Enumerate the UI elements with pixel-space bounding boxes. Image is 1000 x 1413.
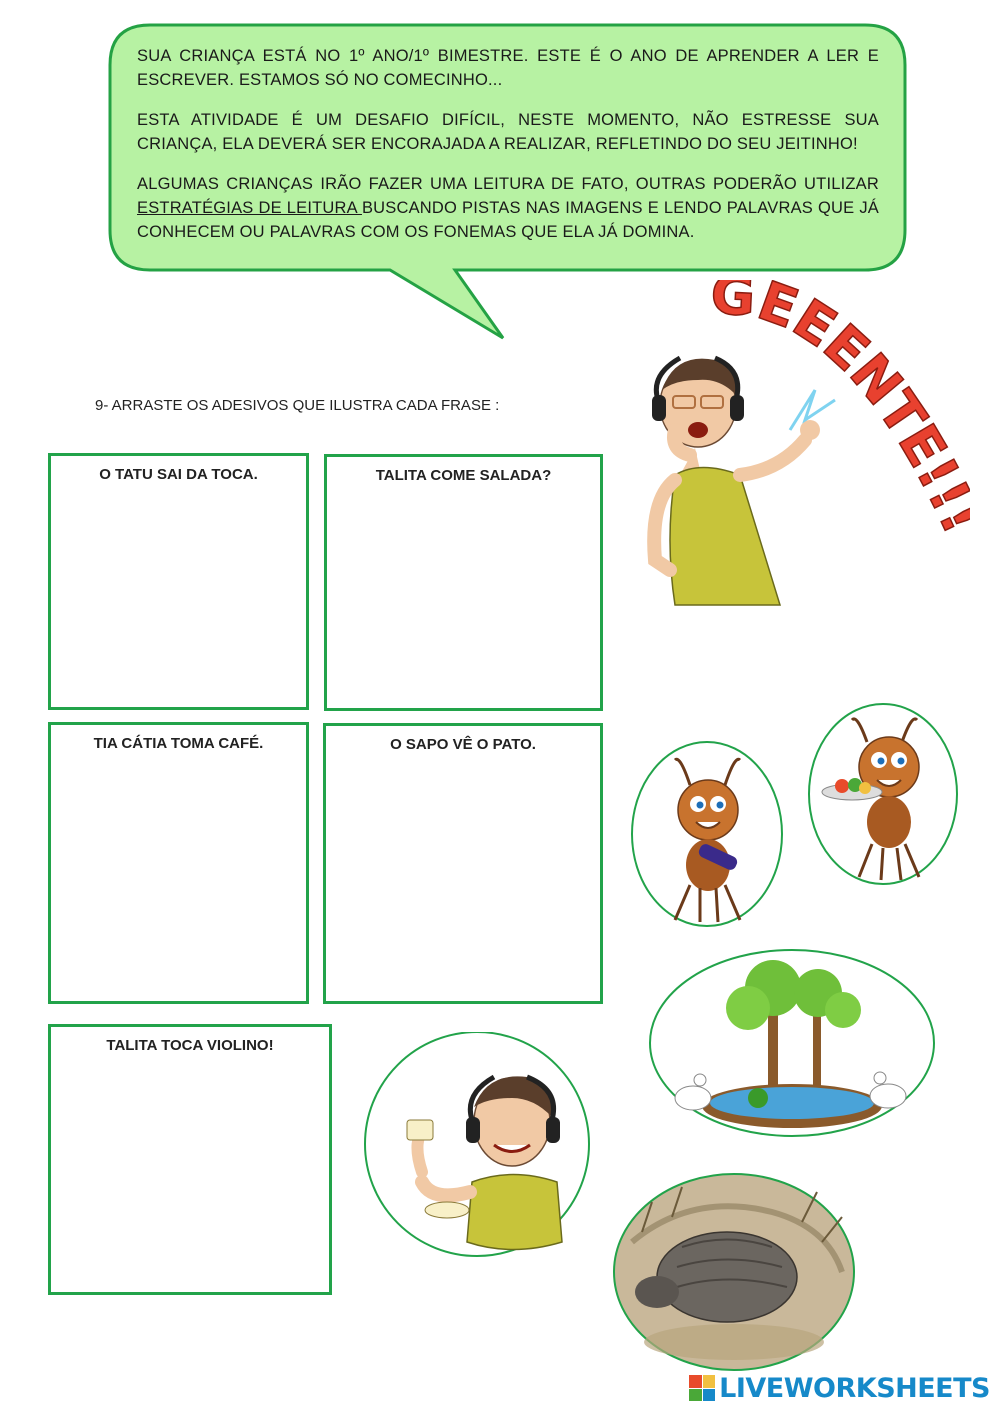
sticker-ant-salad[interactable]: [807, 702, 960, 887]
drop-box-tatu[interactable]: [48, 453, 309, 710]
drop-box-sapo-pato[interactable]: [323, 723, 603, 1004]
sticker-ant-violin[interactable]: [630, 740, 785, 928]
liveworksheets-logo-icon: [689, 1375, 715, 1401]
drop-box-label: TALITA TOCA VIOLINO!: [106, 1037, 274, 1054]
drop-box-label: TALITA COME SALADA?: [375, 467, 552, 484]
drop-box-label: O TATU SAI DA TOCA.: [99, 466, 258, 483]
drop-box-talita-salada[interactable]: [324, 454, 603, 711]
bubble-text: [137, 44, 879, 260]
sticker-woman-coffee[interactable]: [362, 1032, 592, 1257]
reading-strategies-underline: ESTRATÉGIAS DE LEITURA: [137, 199, 362, 217]
sticker-frog-duck-pond[interactable]: [648, 948, 936, 1138]
drop-box-tia-catia[interactable]: [48, 722, 309, 1004]
gente-word: GEEENTE!: [709, 280, 970, 499]
bubble-paragraph-3: ALGUMAS CRIANÇAS IRÃO FAZER UMA LEITURA DE FATO, OUTRAS PODERÃO UTILIZAR ESTRATÉGIAS DE LEITURA BUSCANDO PISTAS NAS IMAGENS E LENDO PALAVRAS QUE JÁ CONHECEM OU PALAVRAS COM OS FONEMAS QUE ELA JÁ DOMINA.: [137, 175, 879, 241]
activity-instruction: 9- ARRASTE OS ADESIVOS QUE ILUSTRA CADA FRASE :: [95, 397, 500, 414]
drop-box-talita-violino[interactable]: [48, 1024, 332, 1295]
drop-box-label: O SAPO VÊ O PATO.: [390, 736, 536, 753]
brand-name: LIVEWORKSHEETS: [719, 1372, 990, 1404]
bubble-paragraph-1: SUA CRIANÇA ESTÁ NO 1º ANO/1º BIMESTRE. ESTE É O ANO DE APRENDER A LER E ESCREVER. ESTAMOS SÓ NO COMECINHO...: [137, 47, 879, 89]
gente-illustration: [640, 280, 970, 610]
liveworksheets-brand[interactable]: [689, 1371, 990, 1405]
sticker-armadillo[interactable]: [612, 1172, 856, 1372]
bubble-paragraph-2: ESTA ATIVIDADE É UM DESAFIO DIFÍCIL, NESTE MOMENTO, NÃO ESTRESSE SUA CRIANÇA, ELA DEVERÁ SER ENCORAJADA A REALIZAR, REFLETINDO DO SEU JEITINHO!: [137, 111, 879, 153]
drop-box-label: TIA CÁTIA TOMA CAFÉ.: [93, 735, 264, 752]
